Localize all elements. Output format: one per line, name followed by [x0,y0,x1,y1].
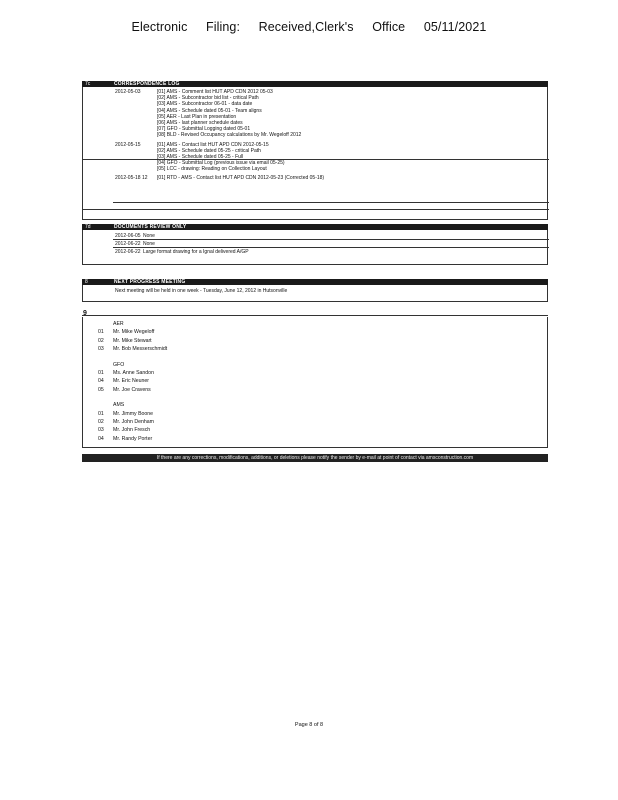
attendee-name: Mr. Bob Messerschmidt [113,346,168,353]
attendee-name: Mr. Eric Neuner [113,378,150,385]
header-word-1: Electronic [131,20,188,34]
header-word-3: Received,Clerk's [258,20,354,34]
row-text: [02] AMS - Subcontractor bid list - critical Path [157,95,259,102]
attendee-number: 01 [98,369,104,376]
group-divider [113,202,549,203]
header-word-2: Filing: [206,20,241,34]
attendee-number: 03 [98,427,104,434]
row-divider [113,239,549,240]
table-row [83,175,547,181]
row-divider [113,247,549,248]
row-text: [01] AMS - Contact list HUT APD CDN 2012-05-15 [157,141,269,148]
group-divider [83,159,549,160]
attendee-number: 02 [98,337,104,344]
attendee-row [83,386,547,394]
row-text: [04] AMS - Schedule dated 05-01 - Team aligns [157,107,262,114]
row-date: 2012-06-22 [115,240,141,247]
row-text: [01] AMS - Comment list HUT APD CDN 2012 05-03 [157,89,273,95]
row-text: [06] AMS - last planner schedule dates [157,119,243,126]
page-number: Page 8 of 8 [294,722,324,728]
row-date: 2012-06-05 [115,233,141,239]
section-number: 7c [85,81,91,87]
attendee-row [83,435,547,443]
attendee-row [83,369,547,377]
attendee-number: 04 [98,435,104,442]
attendee-row [83,418,547,426]
table-row [83,249,547,255]
row-date: 2012-05-18 12 [115,175,148,182]
attendee-name: Mr. Jimmy Boone [113,410,154,417]
group-name: GFO [113,361,125,368]
attendee-row [83,426,547,434]
attendee-name: Mr. Randy Porter [113,435,153,442]
attendee-name: Mr. John Fresch [113,427,151,434]
attendance-section [82,311,548,448]
attendee-name: Mr. Mike Wegeloff [113,329,155,336]
attendee-row [83,377,547,385]
documents-table [82,230,548,265]
section-number: 9 [83,310,87,317]
row-date: 2012-06-22 [115,248,141,255]
row-text: [03] AMS - Schedule dated 05-25 - Full [157,153,244,160]
correspondence-section [82,81,548,220]
row-text: [08] BLD - Revised Occupancy calculations by Mr. Wegeloff 2012 [157,132,302,139]
row-text: [01] RTD - AMS - Contact list HUT APD CDN 2012-05-23 (Corrected 05-18) [157,175,325,182]
header-word-5: 05/11/2021 [423,20,487,34]
next-meeting-box [82,285,548,302]
row-text: [04] GFO - Submittal Log (previous issue via email 05-25) [157,160,285,167]
section-title: DOCUMENTS REVIEW ONLY [114,224,187,230]
attendee-number: 04 [98,378,104,385]
attendance-top-rule [82,315,548,316]
attendee-name: Mr. John Denham [113,418,154,425]
section-number: 7d [85,224,91,230]
attendee-number: 02 [98,418,104,425]
table-row [83,166,547,172]
section-title: NEXT PROGRESS MEETING [114,279,186,285]
attendee-group-label [83,320,547,328]
attendee-number: 01 [98,410,104,417]
table-row [83,132,547,138]
row-text: Large format drawing for a Ignal delivered A/GP [143,248,249,255]
attendee-row [83,337,547,345]
section-number: 8 [85,279,88,285]
attendee-row [83,345,547,353]
row-text: None [143,233,155,239]
attendee-name: Ms. Anne Sandon [113,369,154,376]
header-word-4: Office [372,20,406,34]
attendee-number: 03 [98,346,104,353]
group-name: AER [113,321,124,327]
filing-stamp-header [0,20,618,34]
attendee-name: Mr. Joe Cravens [113,386,151,393]
row-text: None [143,240,155,247]
attendee-row [83,410,547,418]
row-date: 2012-05-03 [115,89,141,95]
attendee-row [83,328,547,336]
attendee-group-label [83,361,547,369]
attendance-list [82,317,548,448]
row-date: 2012-05-15 [115,141,141,148]
section-title: CORRESPONDENCE LOG [114,81,180,87]
group-divider [83,209,549,210]
documents-review-section [82,224,548,265]
attendee-number: 05 [98,386,104,393]
row-text: [02] AMS - Schedule dated 05-25 - critical Path [157,147,261,154]
next-meeting-section [82,279,548,302]
row-text: [05] LCC - drawing: Reading on Collection Layout [157,166,267,173]
group-name: AMS [113,402,125,409]
row-text: [03] AMS - Subcontractor 06-01 - data date [157,101,253,108]
next-meeting-text: Next meeting will be held in one week - Tuesday, June 12, 2012 in Hutsonville [115,288,288,294]
correspondence-table [82,87,548,220]
footer-notice-bar: If there are any corrections, modifications, additions, or deletions please notify the sender by e-mail at point of contact via amsconstruction.com [82,454,548,462]
attendee-name: Mr. Mike Stewart [113,337,152,344]
attendee-number: 01 [98,329,104,336]
row-text: [07] GFO - Submittal Logging dated 05-01 [157,126,251,133]
row-text: [05] AER - Last Plan in presentation [157,113,237,120]
attendee-group-label [83,401,547,409]
